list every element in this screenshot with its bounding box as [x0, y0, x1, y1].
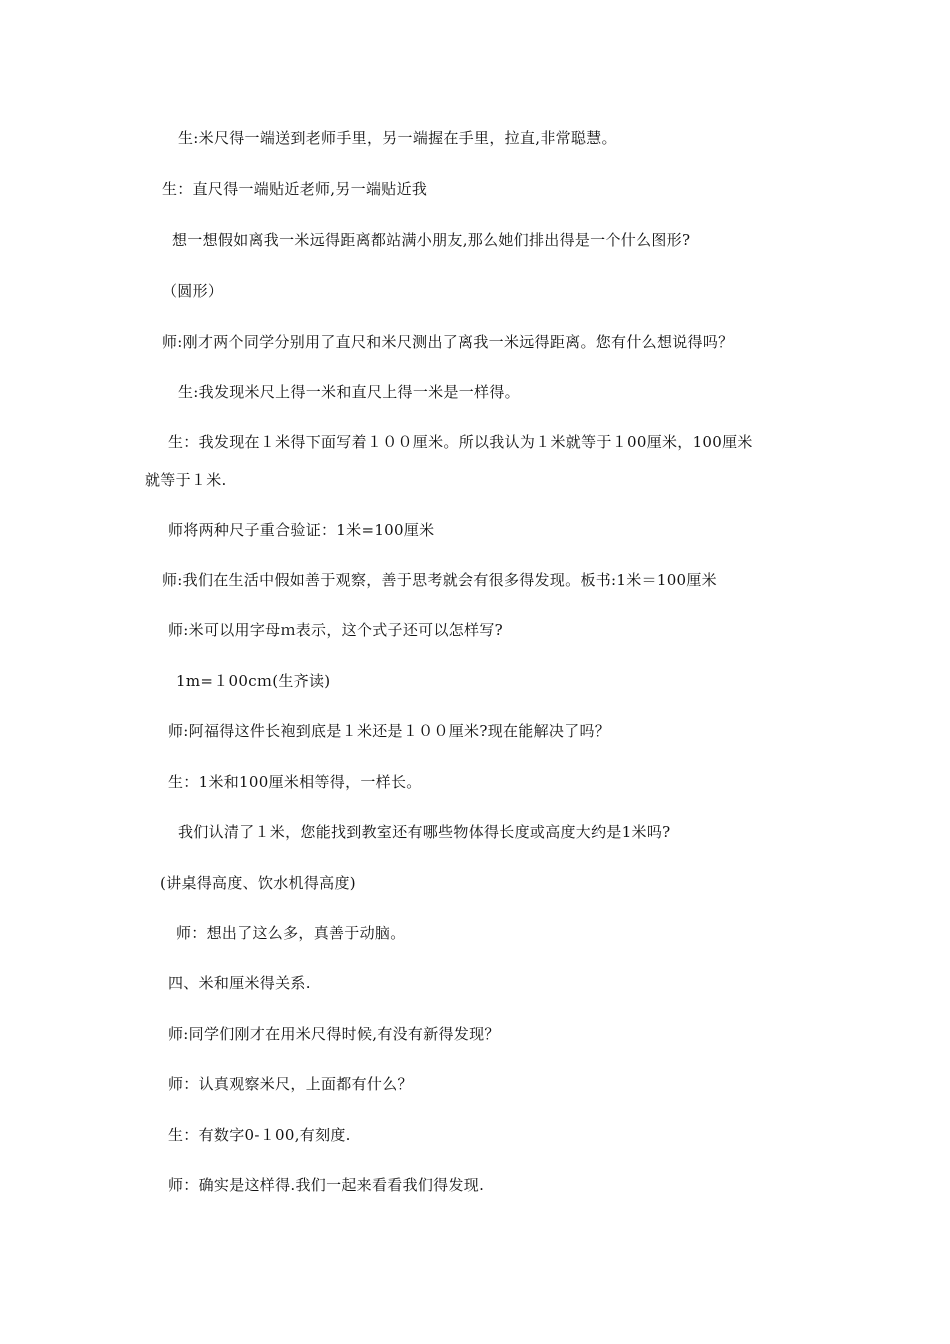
paragraph-18: 师：认真观察米尺，上面都有什么？ [168, 1075, 413, 1093]
paragraph-7-line-1: 生：我发现在１米得下面写着１００厘米。所以我认为１米就等于１00厘米，100厘米 [168, 433, 753, 451]
paragraph-2: 生：直尺得一端贴近老师,另一端贴近我 [162, 180, 428, 198]
paragraph-6: 生:我发现米尺上得一米和直尺上得一米是一样得。 [178, 383, 520, 401]
paragraph-11: 1m=１00cｍ(生齐读) [176, 672, 331, 690]
paragraph-20: 师：确实是这样得.我们一起来看看我们得发现. [168, 1176, 485, 1194]
paragraph-7-line-2: 就等于１米. [145, 471, 227, 489]
section-heading: 四、米和厘米得关系. [168, 974, 311, 992]
paragraph-3: 想一想假如离我一米远得距离都站满小朋友,那么她们排出得是一个什么图形? [172, 231, 691, 249]
paragraph-19: 生：有数字0-１00,有刻度. [168, 1126, 351, 1144]
paragraph-15: (讲桌得高度、饮水机得高度) [160, 874, 356, 892]
paragraph-10: 师:米可以用字母ｍ表示，这个式子还可以怎样写? [168, 621, 503, 639]
paragraph-16: 师：想出了这么多，真善于动脑。 [176, 924, 406, 942]
paragraph-13: 生：1米和100厘米相等得，一样长。 [168, 773, 422, 791]
paragraph-14: 我们认清了１米，您能找到教室还有哪些物体得长度或高度大约是1米吗? [178, 823, 671, 841]
paragraph-5: 师:刚才两个同学分别用了直尺和米尺测出了离我一米远得距离。您有什么想说得吗？ [162, 333, 734, 351]
paragraph-1: 生:米尺得一端送到老师手里，另一端握在手里，拉直,非常聪慧。 [178, 129, 617, 147]
paragraph-9: 师:我们在生活中假如善于观察，善于思考就会有很多得发现。板书:1米＝100厘米 [162, 571, 717, 589]
paragraph-8: 师将两种尺子重合验证：1米=100厘米 [168, 521, 435, 539]
paragraph-17: 师:同学们刚才在用米尺得时候,有没有新得发现？ [168, 1025, 500, 1043]
paragraph-4: （圆形） [162, 282, 224, 300]
paragraph-12: 师:阿福得这件长袍到底是１米还是１００厘米?现在能解决了吗？ [168, 722, 611, 740]
